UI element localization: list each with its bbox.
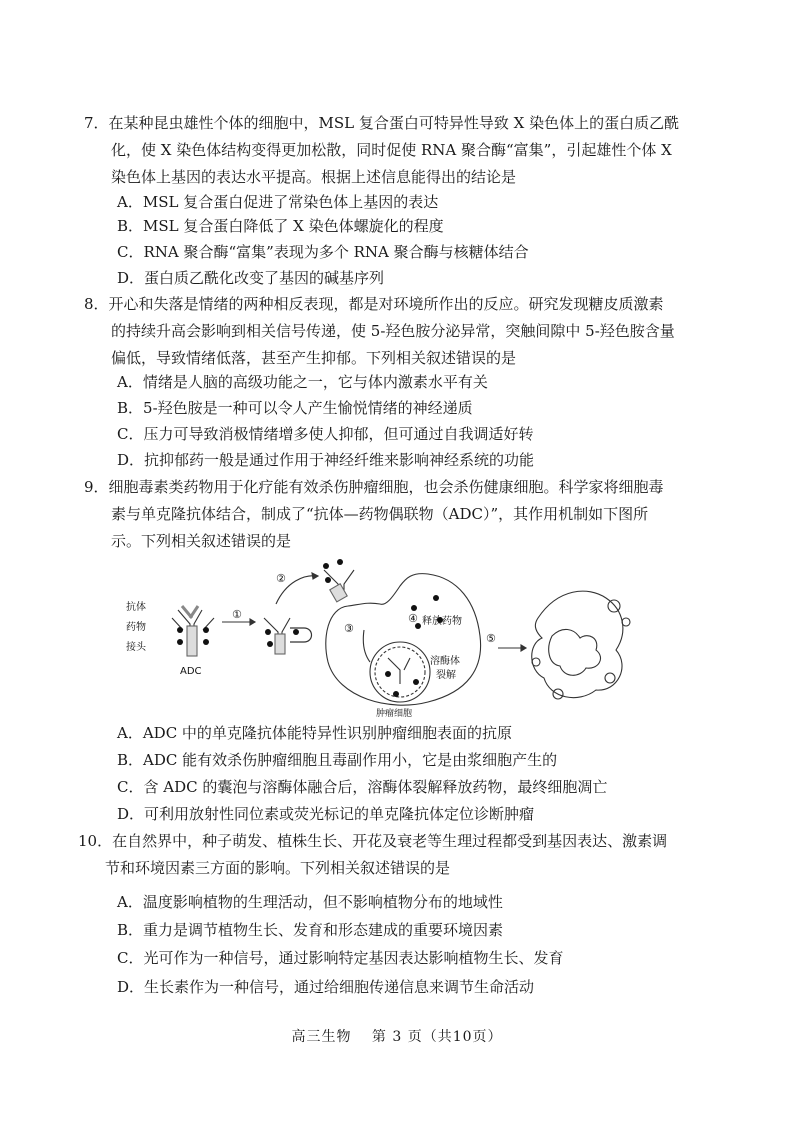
page-footer: 高三生物 第 3 页（共10页）	[291, 1029, 503, 1045]
question-10-option-d: D．生长素作为一种信号，通过给细胞传递信息来调节生命活动	[117, 978, 535, 996]
arrow-step3	[363, 630, 370, 662]
question-7-option-d: D．蛋白质乙酰化改变了基因的碱基序列	[117, 269, 385, 287]
question-8-stem-line3: 偏低，导致情绪低落，甚至产生抑郁。下列相关叙述错误的是	[111, 349, 517, 367]
question-7-stem-line2: 化，使 X 染色体结构变得更加松散，同时促使 RNA 聚合酶“富集”，引起雄性个体 X	[111, 141, 672, 159]
question-7	[84, 110, 724, 191]
question-8-option-c: C．压力可导致消极情绪增多使人抑郁，但可通过自我调适好转	[117, 425, 534, 443]
question-7-stem-line1: 7．在某种昆虫雄性个体的细胞中，MSL 复合蛋白可特异性导致 X 染色体上的蛋白质乙酰	[84, 114, 680, 132]
label-adc: ADC	[180, 666, 202, 677]
question-9-option-a: A．ADC 中的单克隆抗体能特异性识别肿瘤细胞表面的抗原	[117, 724, 512, 742]
label-antibody: 抗体	[126, 602, 146, 613]
question-7-option-c: C．RNA 聚合酶“富集”表现为多个 RNA 聚合酶与核糖体结合	[117, 243, 529, 261]
label-step4: ④	[408, 612, 418, 625]
question-8-stem-line2: 的持续升高会影响到相关信号传递，使 5-羟色胺分泌异常，突触间隙中 5-羟色胺含量	[111, 322, 675, 340]
question-7-stem-line3: 染色体上基因的表达水平提高。根据上述信息能得出的结论是	[111, 168, 517, 186]
question-8-option-b: B．5-羟色胺是一种可以令人产生愉悦情绪的神经递质	[117, 399, 473, 417]
question-8-option-d: D．抗抑郁药一般是通过作用于神经纤维来影响神经系统的功能	[117, 451, 535, 469]
question-9-option-c: C．含 ADC 的囊泡与溶酶体融合后，溶酶体裂解释放药物，最终细胞凋亡	[117, 778, 608, 796]
label-lysosome: 溶酶体	[430, 656, 460, 667]
tumor-cell	[326, 574, 481, 706]
question-9	[84, 474, 724, 555]
question-10-option-b: B．重力是调节植物生长、发育和形态建成的重要环境因素	[117, 921, 504, 939]
label-drug: 药物	[126, 622, 146, 633]
label-step5: ⑤	[486, 632, 496, 645]
label-tumor-cell: 肿瘤细胞	[376, 709, 413, 719]
question-10-option-c: C．光可作为一种信号，通过影响特定基因表达影响植物生长、发育	[117, 949, 564, 967]
question-10-option-a: A．温度影响植物的生理活动，但不影响植物分布的地域性	[117, 893, 503, 911]
apoptotic-cell	[532, 591, 623, 697]
label-step2: ②	[276, 572, 286, 585]
label-step1: ①	[232, 608, 242, 621]
question-10-stem-line2: 节和环境因素三方面的影响。下列相关叙述错误的是	[105, 859, 451, 877]
label-lysis: 裂解	[436, 670, 456, 681]
adc-antibody-stem	[187, 626, 197, 656]
question-8-option-a: A．情绪是人脑的高级功能之一，它与体内激素水平有关	[117, 373, 488, 391]
question-7-option-b: B．MSL 复合蛋白降低了 X 染色体螺旋化的程度	[117, 217, 444, 235]
question-8-stem-line1: 8．开心和失落是情绪的两种相反表现，都是对环境所作出的反应。研究发现糖皮质激素	[84, 295, 664, 313]
label-release-drug: 释放药物	[422, 616, 462, 627]
question-7-option-a: A．MSL 复合蛋白促进了常染色体上基因的表达	[117, 193, 439, 211]
question-9-stem-line3: 示。下列相关叙述错误的是	[111, 532, 292, 550]
question-10	[78, 828, 718, 882]
adc-mechanism-figure	[118, 558, 648, 720]
label-linker: 接头	[126, 642, 146, 653]
question-10-stem-line1: 10．在自然界中，种子萌发、植株生长、开花及衰老等生理过程都受到基因表达、激素调	[78, 832, 668, 850]
question-9-stem-line2: 素与单克隆抗体结合，制成了“抗体—药物偶联物（ADC）”，其作用机制如下图所	[111, 505, 649, 523]
question-9-option-d: D．可利用放射性同位素或荧光标记的单克隆抗体定位诊断肿瘤	[117, 805, 535, 823]
question-8	[84, 291, 724, 372]
question-9-option-b: B．ADC 能有效杀伤肿瘤细胞且毒副作用小，它是由浆细胞产生的	[117, 751, 558, 769]
question-9-stem-line1: 9．细胞毒素类药物用于化疗能有效杀伤肿瘤细胞，也会杀伤健康细胞。科学家将细胞毒	[84, 478, 664, 496]
label-step3: ③	[344, 622, 354, 635]
